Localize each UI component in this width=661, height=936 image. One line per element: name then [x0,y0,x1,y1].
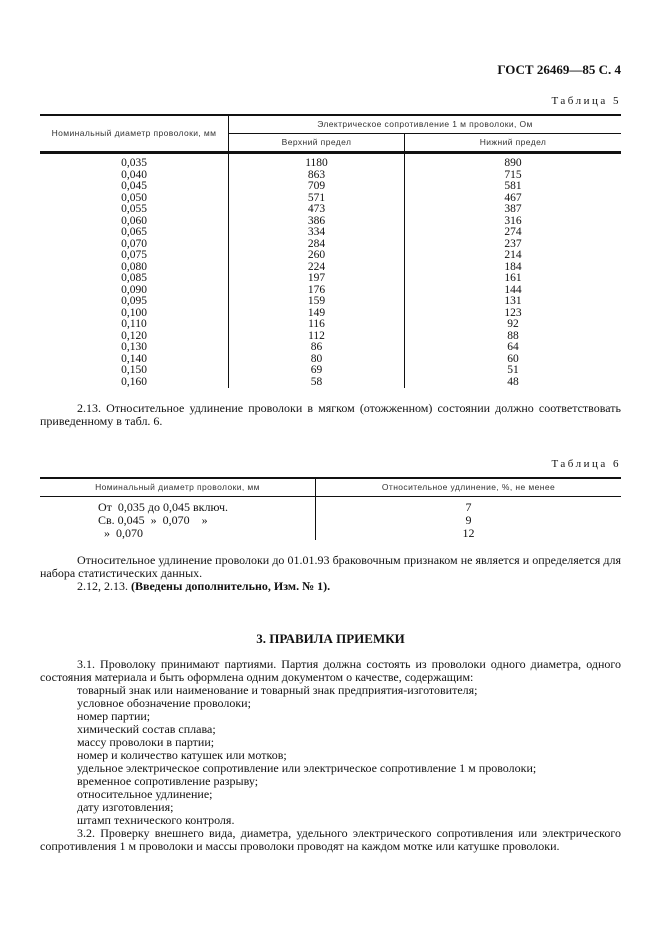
cell-lower: 144 [504,283,522,296]
cell-diameter: 0,095 [40,296,229,308]
t5-col-upper: Верхний предел [229,134,405,153]
cell-upper: 58 [229,377,405,389]
cell-upper: 159 [229,296,405,308]
cell-lower: 64 [507,341,519,353]
cell-diameter-range: » 0,070 [40,527,316,540]
cell-diameter: 0,035 [40,153,229,170]
cell-lower: 387 [504,203,522,215]
cell-upper: 80 [229,354,405,366]
table-row [40,153,621,170]
cell-lower: 48 [507,375,519,388]
cell-lower: 467 [504,191,522,204]
note-block: Относительное удлинение проволоки до 01.01.93 браковочным признаком не является и определяется для набора статистических данных. 2.12, 2.13. (Введены дополнительно, Изм. № 1). [40,553,621,593]
cell-diameter: 0,085 [40,273,229,285]
list-item: штамп технического контроля. [77,813,235,827]
table-row [40,296,621,308]
list-item: относительное удлинение; [77,787,213,801]
page-header: ГОСТ 26469—85 С. 4 [497,62,621,77]
list-item: условное обозначение проволоки; [77,696,251,710]
cell-upper: 197 [229,273,405,285]
cell-upper: 86 [229,342,405,354]
list-item: дату изготовления; [77,800,174,814]
cell-elongation: 12 [462,526,475,540]
section-title: 3. ПРАВИЛА ПРИЕМКИ [256,631,405,646]
cell-lower: 184 [504,260,522,273]
table-row [40,273,621,285]
cell-lower: 214 [504,249,522,261]
paragraph-2-13: 2.13. Относительное удлинение проволоки в мягком (отожженном) состоянии должно соответствовать приведенному в табл. 6. [40,401,621,428]
table-row [40,497,621,515]
cell-diameter: 0,140 [40,354,229,366]
list-item: массу проволоки в партии; [77,735,215,749]
table-row [40,181,621,193]
cell-lower: 581 [504,180,522,192]
table-row [40,319,621,331]
cell-diameter: 0,160 [40,377,229,389]
cell-upper: 386 [229,216,405,228]
cell-diameter: 0,150 [40,365,229,377]
table-row [40,527,621,540]
list-item: номер и количество катушек или мотков; [77,748,287,762]
cell-elongation: 9 [465,513,472,527]
cell-diameter: 0,080 [40,262,229,274]
table6-label: Таблица 6 [551,458,621,470]
table-row [40,377,621,389]
cell-lower: 92 [507,318,519,330]
cell-lower: 123 [504,306,522,319]
cell-upper: 149 [229,308,405,320]
cell-diameter: 0,130 [40,342,229,354]
list-item: химический состав сплава; [77,722,216,736]
cell-lower: 51 [507,364,519,376]
cell-diameter: 0,075 [40,250,229,262]
t5-col-diameter: Номинальный диаметр проволоки, мм [40,115,229,153]
list-item: товарный знак или наименование и товарный знак предприятия-изготовителя; [77,683,478,697]
table-5 [40,114,621,388]
table-6 [40,477,621,540]
cell-diameter: 0,110 [40,319,229,331]
cell-upper: 863 [229,170,405,182]
cell-diameter: 0,045 [40,181,229,193]
cell-diameter: 0,060 [40,216,229,228]
cell-upper: 69 [229,365,405,377]
cell-lower: 161 [504,272,522,284]
cell-diameter: 0,050 [40,193,229,205]
cell-lower: 237 [504,237,522,250]
cell-diameter: 0,040 [40,170,229,182]
t6-col-elongation: Относительное удлинение, %, не менее [381,482,556,492]
cell-elongation: 7 [465,500,472,514]
list-item: номер партии; [77,709,151,723]
cell-diameter: 0,065 [40,227,229,239]
cell-upper: 176 [229,285,405,297]
cell-diameter-range: От 0,035 до 0,045 включ. [40,497,316,515]
cell-upper: 116 [229,319,405,331]
cell-diameter: 0,070 [40,239,229,251]
cell-upper: 334 [229,227,405,239]
cell-upper: 709 [229,181,405,193]
cell-upper: 112 [229,331,405,343]
cell-diameter: 0,055 [40,204,229,216]
cell-lower: 316 [504,214,522,227]
cell-lower: 715 [504,168,522,181]
cell-lower: 890 [504,157,522,169]
amendment: 2.12, 2.13. (Введены дополнительно, Изм. № 1). [77,579,331,593]
table-row [40,250,621,262]
cell-diameter: 0,100 [40,308,229,320]
t6-col-diameter: Номинальный диаметр проволоки, мм [40,478,316,497]
t5-col-lower: Нижний предел [479,137,547,147]
section-3-body: 3.1. Проволоку принимают партиями. Партия должна состоять из проволоки одного диаметра, одного состояния материала и быть оформлена одним документом о качестве, содержащим: товарный знак или наименование и товарный знак предприятия-изготовителя; условное обозначение проволоки; номер партии; химический состав сплава; массу проволоки в партии; номер и количество катушек или мотков; удельное электрическое сопротивление или электрическое сопротивление 1 м проволоки; временное сопротивление разрыву; относительное удлинение; дату изготовления; штамп технического контроля. 3.2. Проверку внешнего вида, диаметра, удельного электрического сопротивления или электрического сопротивления 1 м проволоки и массы проволоки проводят на каждом мотке или катушке проволоки. [40,657,621,853]
t5-col-group: Электрическое сопротивление 1 м проволоки, Ом [229,115,622,134]
table-row [40,342,621,354]
cell-lower: 88 [507,329,519,342]
table5-label: Таблица 5 [551,95,621,107]
table-row [40,204,621,216]
cell-lower: 131 [504,295,522,307]
cell-upper: 571 [229,193,405,205]
cell-upper: 260 [229,250,405,262]
cell-upper: 473 [229,204,405,216]
cell-lower: 60 [507,352,519,365]
cell-diameter: 0,120 [40,331,229,343]
cell-upper: 284 [229,239,405,251]
cell-diameter-range: Св. 0,045 » 0,070 » [40,514,316,527]
list-item: удельное электрическое сопротивление или электрическое сопротивление 1 м проволоки; [77,761,537,775]
cell-upper: 224 [229,262,405,274]
table-row [40,365,621,377]
list-item: временное сопротивление разрыву; [77,774,259,788]
cell-diameter: 0,090 [40,285,229,297]
cell-lower: 274 [504,226,522,238]
table-row [40,227,621,239]
cell-upper: 1180 [229,153,405,170]
